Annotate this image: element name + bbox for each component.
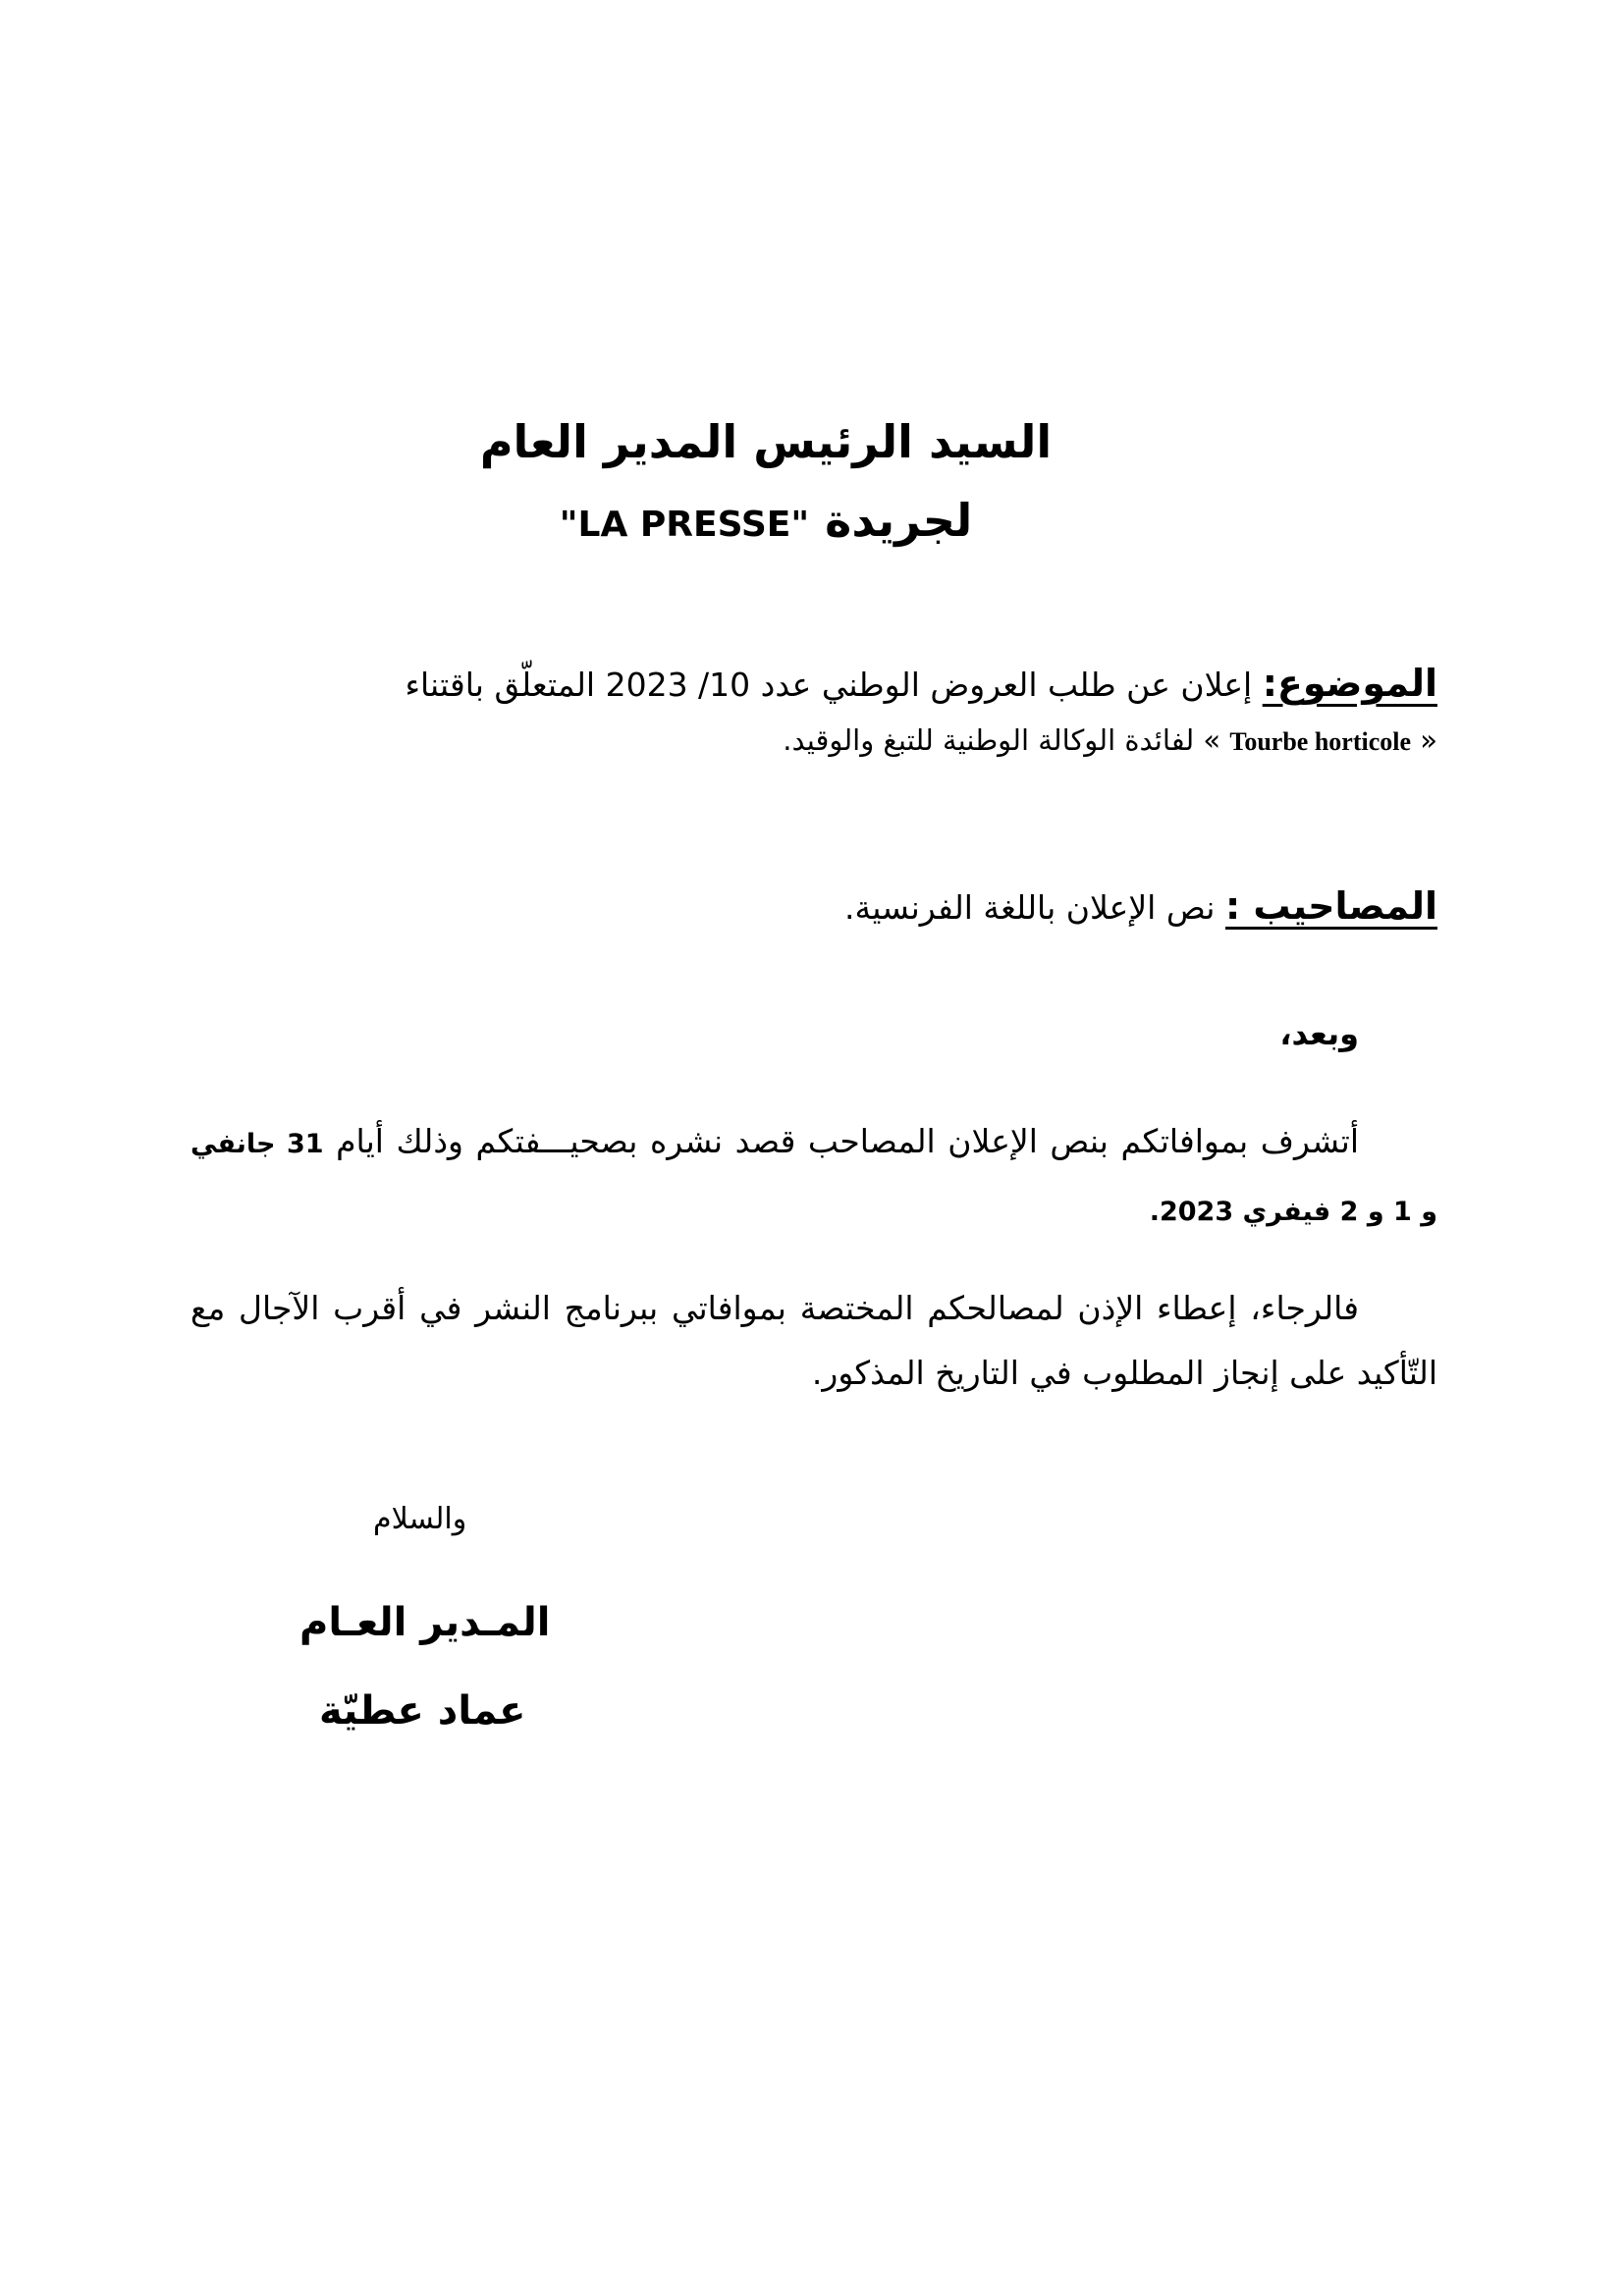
- quote-open: «: [1420, 723, 1437, 757]
- subject-text-line2: [190, 713, 1437, 770]
- signature-title: المـدير العـام: [299, 1600, 551, 1645]
- addressee-newspaper-prefix: لجريدة: [825, 494, 973, 547]
- addressee-title: السيد الرئيس المدير العام: [479, 415, 1053, 468]
- addressee-newspaper: [412, 481, 1119, 564]
- attachments-text: نص الإعلان باللغة الفرنسية.: [844, 888, 1216, 927]
- subject-text-line1: إعلان عن طلب العروض الوطني عدد 10/ 2023 المتعلّق باقتناء: [405, 666, 1253, 704]
- addressee-heading: [412, 402, 1119, 564]
- signature-name: عماد عطيّة: [319, 1688, 526, 1734]
- subject-beneficiary: لفائدة الوكالة الوطنية للتبغ والوقيد.: [783, 723, 1195, 757]
- publication-dates: 31 جانفي و 1 و 2 فيفري 2023.: [190, 1129, 1437, 1227]
- subject-block: [190, 656, 1437, 770]
- body-paragraph-1: [190, 1109, 1437, 1245]
- attachments-block: [190, 879, 1437, 935]
- product-name: Tourbe horticole: [1229, 727, 1412, 756]
- subject-label: الموضوع:: [1262, 662, 1437, 705]
- closing-salutation: والسلام: [373, 1502, 467, 1536]
- greeting: وبعد،: [1279, 1015, 1359, 1052]
- paragraph-1-text: أتشرف بموافاتكم بنص الإعلان المصاحب قصد نشره بصحيـــفتكم وذلك أيام: [336, 1122, 1359, 1160]
- newspaper-name: "LA PRESSE": [559, 505, 810, 545]
- attachments-label: المصاحيب :: [1224, 884, 1437, 928]
- quote-close: »: [1203, 723, 1221, 757]
- body-paragraph-2: فالرجاء، إعطاء الإذن لمصالحكم المختصة بموافاتي ببرنامج النشر في أقرب الآجال مع التّأكيد على إنجاز المطلوب في التاريخ المذكور.: [190, 1289, 1437, 1392]
